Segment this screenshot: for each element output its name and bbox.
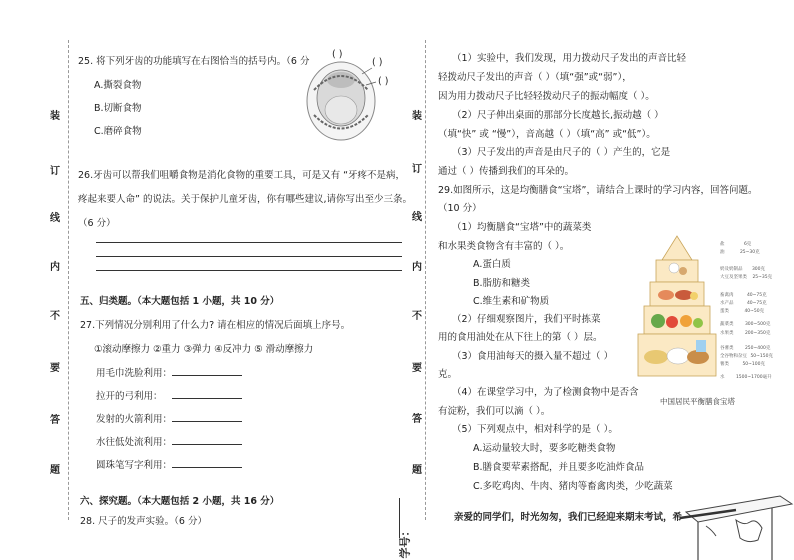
pyramid-label: 畜禽肉 40~75克 <box>720 293 767 298</box>
teeth-diagram-image <box>304 60 378 142</box>
answer-line[interactable] <box>96 270 402 271</box>
q27-item: 发射的火箭利用： <box>96 414 173 425</box>
q27-item: 拉开的弓利用： <box>96 391 163 402</box>
right-line: （1）实验中，我们发现，用力拨动尺子发出的声音比轻 <box>452 53 687 64</box>
q27-forces: ①滚动摩擦力 ②重力 ③弹力 ④反冲力 ⑤ 滑动摩擦力 <box>94 344 314 355</box>
binding-char: 要 <box>412 363 422 374</box>
binding-char: 订 <box>412 164 422 175</box>
food-pyramid-image <box>636 232 718 384</box>
q27-answer-line[interactable] <box>172 398 242 399</box>
right-line: （10 分） <box>438 203 482 214</box>
pyramid-label: 奶及奶制品 300克 <box>720 267 766 272</box>
right-line: B.膳食要荤素搭配，并且要多吃油炸食品 <box>473 462 645 473</box>
binding-char: 题 <box>50 465 60 476</box>
pyramid-label: 油 25~30克 <box>720 250 760 255</box>
right-line: 有淀粉，我们可以滴（ ）。 <box>438 406 551 417</box>
binding-char: 线 <box>50 213 60 224</box>
right-line: （4）在课堂学习中，为了检测食物中是否含 <box>452 387 639 398</box>
q25-question: 25. 将下列牙齿的功能填写在右图恰当的括号内。（6 分 <box>78 56 310 67</box>
right-line: C.多吃鸡肉、牛肉、猪肉等畜禽肉类，少吃蔬菜 <box>473 481 673 492</box>
pyramid-label: 薯类 50~100克 <box>720 362 766 367</box>
right-line: （1）均衡膳食“宝塔”中的蔬菜类 <box>452 222 592 233</box>
q25-option-a: A.撕裂食物 <box>94 80 142 91</box>
pyramid-label: 盐 6克 <box>720 242 752 247</box>
q27-item: 圆珠笔写字利用： <box>96 460 173 471</box>
binding-char: 装 <box>412 111 422 122</box>
right-line: B.脂肪和糖类 <box>473 278 531 289</box>
pyramid-label: 蔬菜类 300~500克 <box>720 322 771 327</box>
right-line: 因为用力拨动尺子比轻轻拨动尺子的振动幅度（ ）。 <box>438 91 655 102</box>
pyramid-label: 水果类 200~350克 <box>720 331 771 336</box>
q26-line2: 疼起来要人命” 的说法。关于保护儿童牙齿，你有哪些建议,请你写出至少三条。 <box>78 194 412 205</box>
right-line: A.蛋白质 <box>473 259 511 270</box>
pyramid-label: 水 1500~1700毫升 <box>720 375 772 380</box>
binding-char: 答 <box>50 415 60 426</box>
right-line: C.维生素和矿物质 <box>473 296 550 307</box>
q27-answer-line[interactable] <box>172 444 242 445</box>
q26-line1: 26.牙齿可以帮我们咀嚼食物是消化食物的重要工具，可是又有 “牙疼不是病， <box>78 170 406 181</box>
right-line: A.运动量较大时，要多吃糖类食物 <box>473 443 616 454</box>
pyramid-label: 大豆及坚果类 25~35克 <box>720 275 773 280</box>
q25-bracket: ( ) <box>378 76 389 87</box>
binding-char: 订 <box>50 166 60 177</box>
right-line: 29.如图所示，这是均衡膳食“宝塔”，请结合上课时的学习内容，回答问题。 <box>438 185 758 196</box>
q27-item: 用毛巾洗脸利用： <box>96 368 173 379</box>
answer-line[interactable] <box>96 256 402 257</box>
pyramid-caption: 中国居民平衡膳食宝塔 <box>660 397 735 406</box>
binding-char: 线 <box>412 212 422 223</box>
binding-char: 内 <box>50 262 60 273</box>
binding-char: 内 <box>412 262 422 273</box>
binding-char: 不 <box>50 311 60 322</box>
q25-option-b: B.切断食物 <box>94 103 142 114</box>
right-line: （填“快” 或 “慢”），音高越（ ）（填“高” 或“低”）。 <box>438 129 656 140</box>
pyramid-label: 蛋类 40~50克 <box>720 309 765 314</box>
right-line: （2）仔细观察图片，我们平时拣菜 <box>452 314 601 325</box>
right-line: （3）食用油每天的摄入量不超过（ ） <box>452 351 614 362</box>
right-line: 用的食用油处在从下往上的第（ ）层。 <box>438 332 603 343</box>
q25-bracket: ( ) <box>332 49 343 60</box>
binding-char: 装 <box>50 111 60 122</box>
ruler-desk-illustration <box>676 490 794 560</box>
section-6-heading: 六、探究题。（本大题包括 2 小题，共 16 分） <box>80 496 280 507</box>
q28-question: 28. 尺子的发声实验。（6 分） <box>80 516 207 527</box>
q27-item: 水往低处流利用： <box>96 437 173 448</box>
section-5-heading: 五、归类题。（本大题包括 1 小题，共 10 分） <box>80 296 280 307</box>
right-line: 和水果类食物含有丰富的（ ）。 <box>438 241 570 252</box>
binding-char: 不 <box>412 311 422 322</box>
q27-answer-line[interactable] <box>172 467 242 468</box>
binding-char: 题 <box>412 465 422 476</box>
q25-option-c: C.磨碎食物 <box>94 126 142 137</box>
pyramid-label: 全谷物和杂豆 50~150克 <box>720 354 774 359</box>
pyramid-label: 谷薯类 250~400克 <box>720 346 771 351</box>
footer-message: 亲爱的同学们，时光匆匆，我们已经迎来期末考试，希 <box>454 512 683 523</box>
right-line: （3）尺子发出的声音是由尺子的（ ）产生的，它是 <box>452 147 671 158</box>
answer-line[interactable] <box>96 242 402 243</box>
right-line: 通过（ ）传播到我们的耳朵的。 <box>438 166 575 177</box>
q27-answer-line[interactable] <box>172 375 242 376</box>
binding-char: 要 <box>50 363 60 374</box>
right-line: （2）尺子伸出桌面的那部分长度越长,振动越（ ） <box>452 110 664 121</box>
right-line: 轻拨动尺子发出的声音（ ）（填“强”或“弱”）， <box>438 72 632 83</box>
right-line: （5）下列观点中，相对科学的是（ ）。 <box>452 424 618 435</box>
q26-score: （6 分） <box>78 218 116 229</box>
binding-char: 答 <box>412 414 422 425</box>
student-number-label: 学号： <box>398 525 412 559</box>
q25-bracket: ( ) <box>372 57 383 68</box>
q27-answer-line[interactable] <box>172 421 242 422</box>
q27-question: 27.下列情况分别利用了什么力? 请在相应的情况后面填上序号。 <box>80 320 351 331</box>
pyramid-label: 水产品 40~75克 <box>720 301 767 306</box>
right-line: 克。 <box>438 369 458 380</box>
